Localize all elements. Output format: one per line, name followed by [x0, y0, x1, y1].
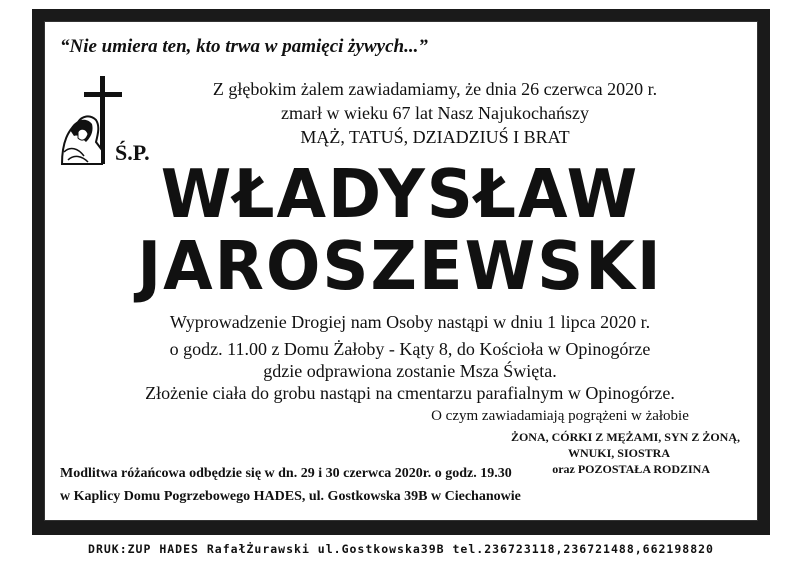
sp-label: Ś.P. — [115, 140, 150, 165]
funeral-line-2: o godz. 11.00 z Domu Żałoby - Kąty 8, do Kościoła w Opinogórze — [169, 339, 651, 359]
mourners-line-1: ŻONA, CÓRKI Z MĘŻAMI, SYN Z ŻONĄ, — [510, 430, 740, 444]
mourners-line-3: oraz POZOSTAŁA RODZINA — [552, 462, 710, 476]
funeral-line-1: Wyprowadzenie Drogiej nam Osoby nastąpi w dniu 1 lipca 2020 r. — [169, 312, 651, 332]
printer-footer: DRUK:ZUP HADES RafałŻurawski ul.Gostkowska39B tel.236723118,236721488,662198820 — [88, 542, 714, 556]
mourners-heading: O czym zawiadamiają pogrążeni w żałobie — [431, 408, 689, 424]
mourners-line-2: WNUKI, SIOSTRA — [567, 446, 670, 460]
intro-line-3: MĄŻ, TATUŚ, DZIADZIUŚ I BRAT — [300, 127, 570, 147]
rosary-line-1: Modlitwa różańcowa odbędzie się w dn. 29 i 30 czerwca 2020r. o godz. 19.30 — [60, 466, 512, 481]
rosary-line-2: w Kaplicy Domu Pogrzebowego HADES, ul. Gostkowska 39B w Ciechanowie — [60, 489, 521, 504]
intro-line-2: zmarł w wieku 67 lat Nasz Najukochańszy — [281, 103, 589, 123]
funeral-line-3: gdzie odprawiona zostanie Msza Święta. — [263, 361, 557, 381]
intro-line-1: Z głębokim żalem zawiadamiamy, że dnia 26 czerwca 2020 r. — [212, 79, 658, 99]
deceased-first-name: WŁADYSŁAW — [160, 156, 640, 234]
funeral-line-4: Złożenie ciała do grobu nastąpi na cmentarzu parafialnym w Opinogórze. — [145, 383, 675, 403]
deceased-last-name: JAROSZEWSKI — [137, 228, 663, 306]
motto-quote: “Nie umiera ten, kto trwa w pamięci żywych...” — [60, 36, 428, 57]
